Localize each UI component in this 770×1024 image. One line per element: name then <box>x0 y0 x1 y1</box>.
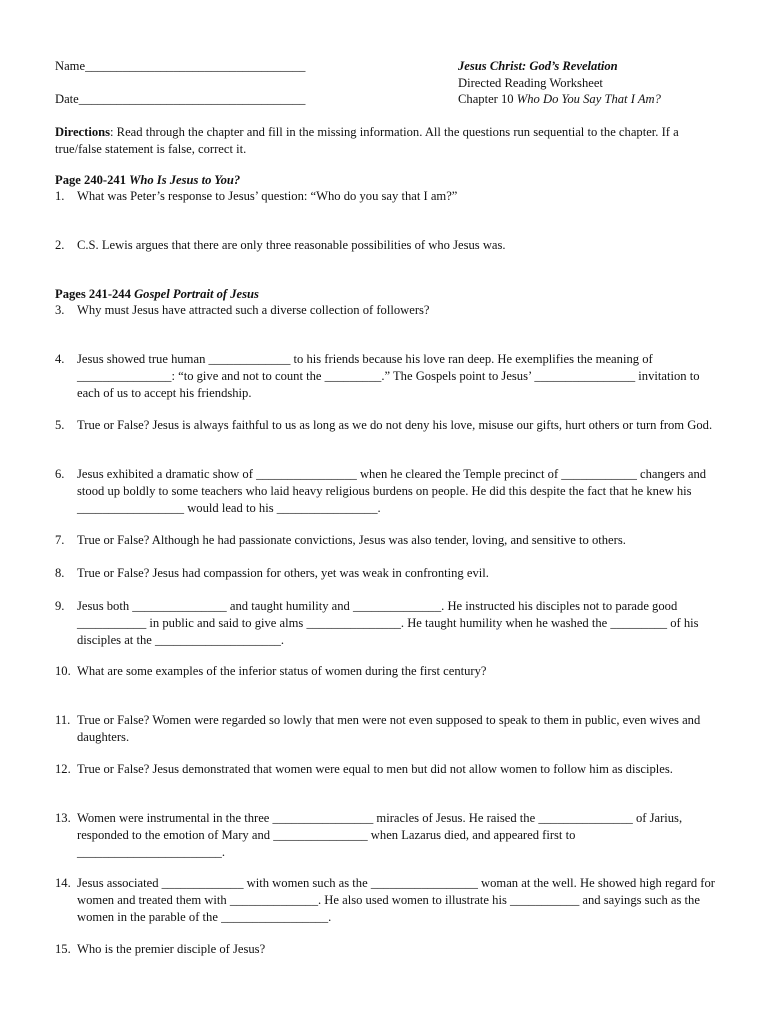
question-number: 10. <box>55 664 71 678</box>
question-1 <box>55 188 725 205</box>
section-heading <box>55 286 259 303</box>
question-number: 11. <box>55 713 71 727</box>
chapter-prefix: Chapter 10 <box>458 92 517 106</box>
question-12 <box>55 761 725 778</box>
question-number: 9. <box>55 599 65 613</box>
question-text: Why must Jesus have attracted such a diverse collection of followers? <box>77 303 430 317</box>
worksheet-label: Directed Reading Worksheet <box>458 75 603 90</box>
question-13 <box>55 810 725 861</box>
question-14 <box>55 875 725 926</box>
section-pages: Page 240-241 <box>55 173 130 187</box>
student-info <box>55 58 305 124</box>
question-number: 15. <box>55 942 71 956</box>
question-3 <box>55 302 725 319</box>
question-number: 4. <box>55 352 65 366</box>
name-line: Name___________________________________ <box>55 59 306 73</box>
question-number: 13. <box>55 811 71 825</box>
question-2 <box>55 237 725 254</box>
question-number: 12. <box>55 762 71 776</box>
section-heading <box>55 172 240 189</box>
question-number: 3. <box>55 303 65 317</box>
chapter-line <box>458 91 661 108</box>
question-text: What are some examples of the inferior status of women during the first century? <box>77 664 487 678</box>
section-title: Gospel Portrait of Jesus <box>134 287 259 301</box>
question-number: 5. <box>55 418 65 432</box>
question-text: C.S. Lewis argues that there are only three reasonable possibilities of who Jesus was. <box>77 238 506 252</box>
directions-text: : Read through the chapter and fill in the missing information. All the questions run sequential to the chapter. If a true/false statement is false, correct it. <box>55 125 679 156</box>
question-8 <box>55 565 725 582</box>
section-pages: Pages 241-244 <box>55 287 135 301</box>
question-5 <box>55 417 725 434</box>
question-text: True or False? Jesus had compassion for others, yet was weak in confronting evil. <box>77 566 489 580</box>
question-text: Jesus associated _____________ with women such as the _________________ woman at the well. He showed high regard for women and treated them with ______________. He also used women to illustrate his ___________ and sayings such as the women in the parable of the _________________. <box>77 876 715 924</box>
question-number: 7. <box>55 533 65 547</box>
question-text: Jesus exhibited a dramatic show of ________________ when he cleared the Temple precinct of ____________ changers and stood up boldly to some teachers who laid heavy religious burdens on people. He did this despite the fact that he knew his _________________ would lead to his ________________. <box>77 467 707 515</box>
question-text: True or False? Jesus demonstrated that women were equal to men but did not allow women to follow him as disciples. <box>77 762 673 776</box>
question-text: What was Peter’s response to Jesus’ question: “Who do you say that I am?” <box>77 189 458 203</box>
question-text: Jesus showed true human _____________ to his friends because his love ran deep. He exemplifies the meaning of _______________: “to give and not to count the _________.” The Gospels point to Jesus’ ________________ invitation to each of us to accept his friendship. <box>77 352 700 400</box>
directions-label: Directions <box>55 125 111 139</box>
question-text: Jesus both _______________ and taught humility and ______________. He instructed his disciples not to parade good ___________ in public and said to give alms _______________. He taught humility when he washed the _________ of his disciples at the ____________________. <box>77 599 699 647</box>
question-number: 8. <box>55 566 65 580</box>
question-text: Women were instrumental in the three ________________ miracles of Jesus. He raised the _______________ of Jarius, responded to the emotion of Mary and _______________ when Lazarus died, and appeared first to _______________________. <box>77 811 683 859</box>
worksheet-header <box>458 58 661 108</box>
question-9 <box>55 598 725 649</box>
chapter-title: Who Do You Say That I Am? <box>516 92 661 106</box>
question-text: True or False? Women were regarded so lowly that men were not even supposed to speak to them in public, even wives and daughters. <box>77 713 701 744</box>
question-number: 14. <box>55 876 71 890</box>
date-line: Date____________________________________ <box>55 92 306 106</box>
question-number: 1. <box>55 189 65 203</box>
question-15 <box>55 941 725 958</box>
question-6 <box>55 466 725 517</box>
question-text: Who is the premier disciple of Jesus? <box>77 942 266 956</box>
question-text: True or False? Jesus is always faithful to us as long as we do not deny his love, misuse our gifts, hurt others or turn from God. <box>77 418 713 432</box>
question-number: 6. <box>55 467 65 481</box>
question-7 <box>55 532 725 549</box>
question-4 <box>55 351 725 402</box>
section-title: Who Is Jesus to You? <box>129 173 241 187</box>
question-number: 2. <box>55 238 65 252</box>
book-title: Jesus Christ: God’s Revelation <box>458 59 618 73</box>
question-10 <box>55 663 725 680</box>
question-11 <box>55 712 725 746</box>
question-text: True or False? Although he had passionate convictions, Jesus was also tender, loving, and sensitive to others. <box>77 533 626 547</box>
directions <box>55 124 725 158</box>
